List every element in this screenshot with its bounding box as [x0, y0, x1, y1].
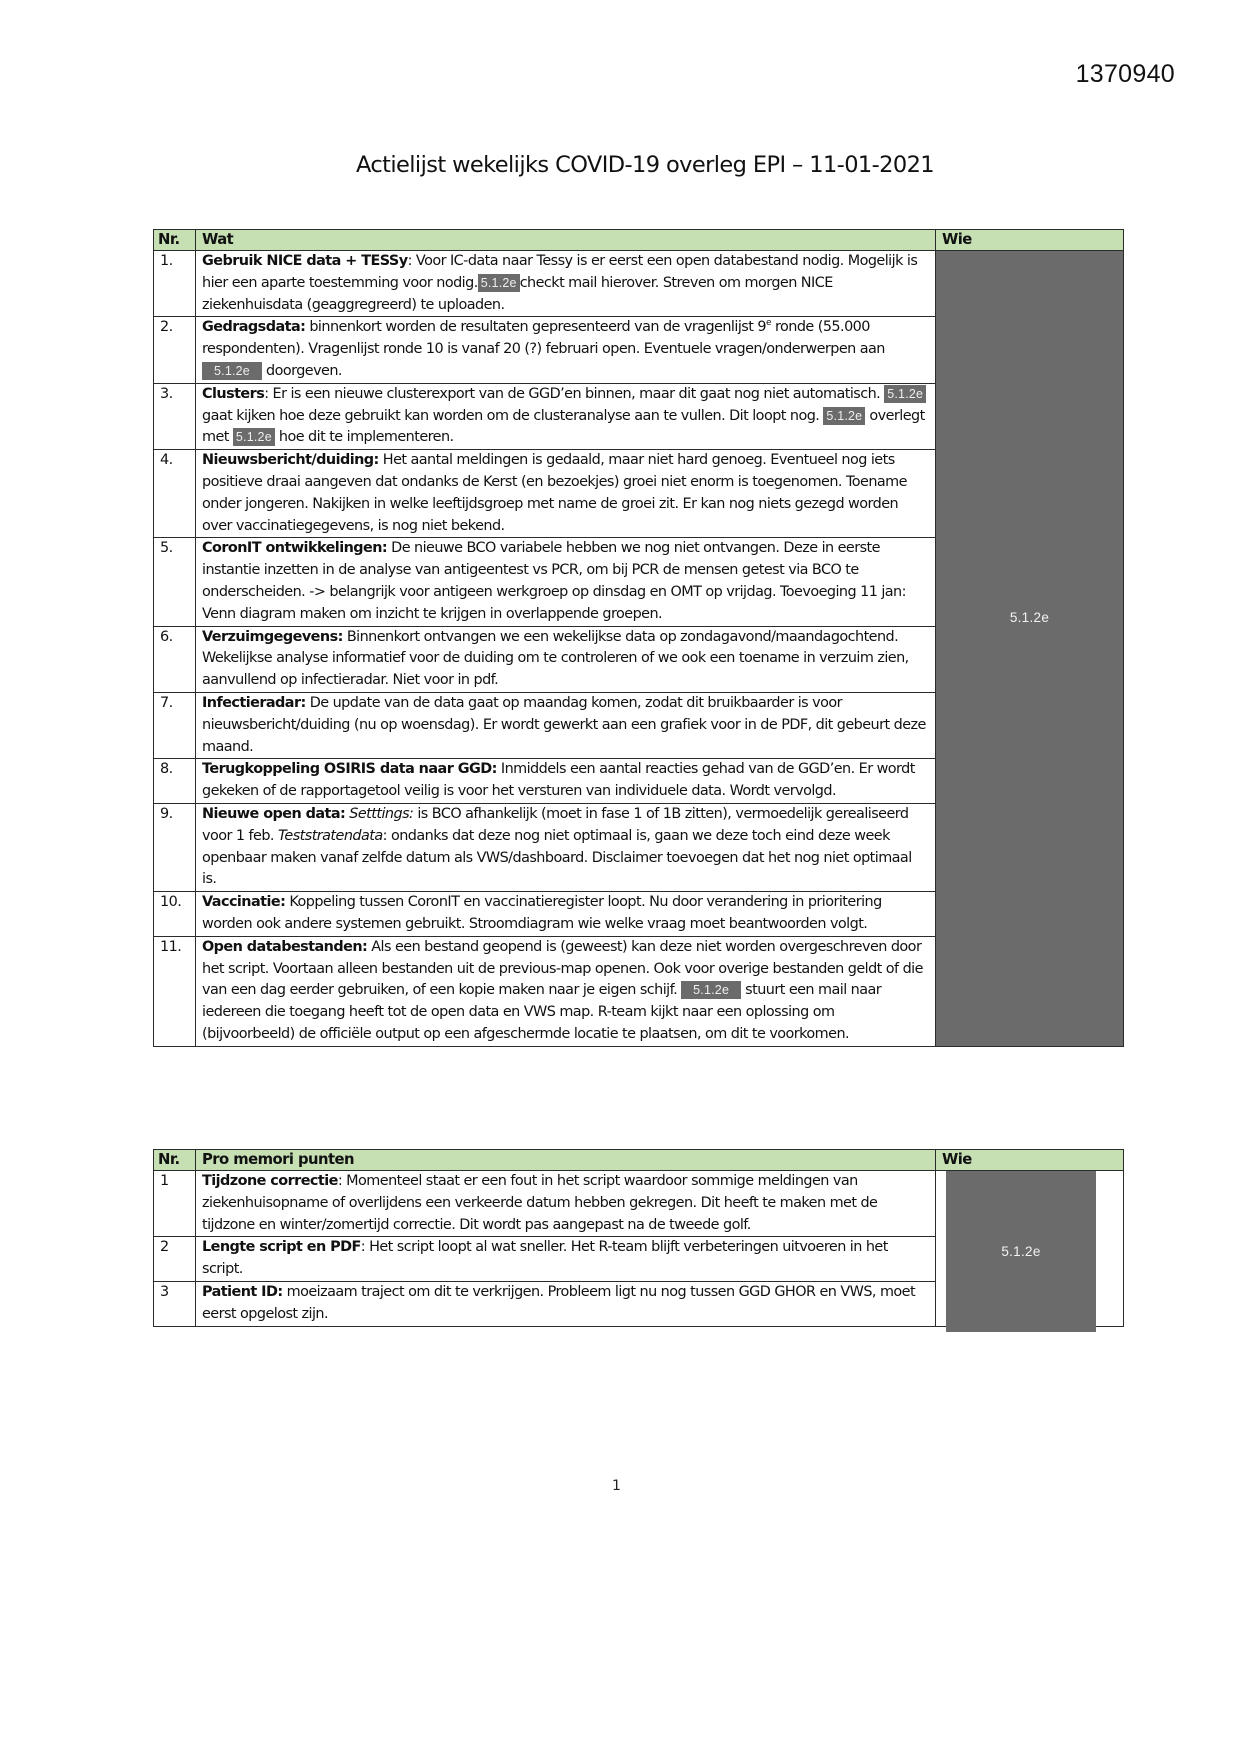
table-row [154, 251, 1124, 317]
row-description: Vaccinatie: Koppeling tussen CoronIT en vaccinatieregister loopt. Nu door verandering in prioritering worden ook andere systemen gebruikt. Stroomdiagram wie welke vraag moet beantwoorden volgt. [196, 892, 936, 937]
row-description: Gebruik NICE data + TESSy: Voor IC-data naar Tessy is er eerst een open databestand nodig. Mogelijk is hier een aparte toestemming voor nodig. 5.1.2e checkt mail hierover. Streven om morgen NICE ziekenhuisdata (geaggregreerd) te uploaden. [196, 251, 936, 317]
row-number: 10. [154, 892, 196, 937]
row-number: 3 [154, 1281, 196, 1326]
row-label: Infectieradar: [202, 694, 306, 711]
row-label: CoronIT ontwikkelingen: [202, 540, 388, 557]
actions-table-header [154, 230, 1124, 251]
row-number: 1 [154, 1171, 196, 1237]
row-description: Gedragsdata: binnenkort worden de resultaten gepresenteerd van de vragenlijst 9e ronde (55.000 respondenten). Vragenlijst ronde 10 is vanaf 20 (?) februari open. Eventuele vragen/onderwerpen aan 5.1.2e doorgeven. [196, 317, 936, 383]
row-label: Vaccinatie: [202, 894, 286, 911]
document-id: 1370940 [1075, 60, 1175, 88]
row-label: Open databestanden: [202, 938, 368, 955]
row-label: Nieuwe open data: [202, 805, 346, 822]
row-number: 5. [154, 538, 196, 626]
redaction-block: 5.1.2e [233, 428, 275, 446]
row-label: Terugkoppeling OSIRIS data naar GGD: [202, 761, 497, 778]
redaction-label: 5.1.2e [1001, 1244, 1041, 1259]
redaction-block: 5.1.2e [681, 981, 741, 999]
row-description: Open databestanden: Als een bestand geopend is (geweest) kan deze niet worden overgeschreven door het script. Voortaan alleen bestanden uit de previous-map openen. Ook voor overige bestanden geldt of die van een dag eerder gebruiken, of een kopie maken naar je eigen schijf. 5.1.2e stuurt een mail naar iedereen die toegang heeft tot de open data en VWS map. R-team kijkt naar een oplossing om (bijvoorbeeld) de officiële output op een afgeschermde locatie te plaatsen, om dit te voorkomen. [196, 936, 936, 1046]
row-number: 6. [154, 626, 196, 692]
row-number: 11. [154, 936, 196, 1046]
row-number: 4. [154, 450, 196, 538]
row-description: Nieuwsbericht/duiding: Het aantal meldingen is gedaald, maar niet hard genoeg. Eventueel nog iets positieve draai aangeven dat ondanks de Kerst (en bezoekjes) groei niet enorm is toegenomen. Toename onder jongeren. Nakijken in welke leeftijdsgroep met name de groei zit. Er kan nog niets gezegd worden over vaccinatiegegevens, is nog niet bekend. [196, 450, 936, 538]
row-description: Lengte script en PDF: Het script loopt al wat sneller. Het R-team blijft verbeteringen uitvoeren in het script. [196, 1237, 936, 1282]
header-nr: Nr. [154, 1150, 196, 1171]
wie-cell [936, 1171, 1124, 1327]
row-number: 3. [154, 383, 196, 449]
row-description: Patient ID: moeizaam traject om dit te verkrijgen. Probleem ligt nu nog tussen GGD GHOR en VWS, moet eerst opgelost zijn. [196, 1281, 936, 1326]
header-nr: Nr. [154, 230, 196, 251]
actions-table [153, 229, 1124, 1047]
row-number: 8. [154, 759, 196, 804]
row-description: Tijdzone correctie: Momenteel staat er een fout in het script waardoor sommige meldingen van ziekenhuisopname of overlijdens een verkeerde datum hebben gekregen. Dit heeft te maken met de tijdzone en winter/zomertijd correctie. Dit wordt pas aangepast na de tweede golf. [196, 1171, 936, 1237]
pro-memori-table [153, 1149, 1124, 1327]
row-number: 2 [154, 1237, 196, 1282]
row-label: Gedragsdata: [202, 319, 306, 336]
page-title: Actielijst wekelijks COVID-19 overleg EPI – 11-01-2021 [355, 152, 935, 178]
header-pro-memori: Pro memori punten [196, 1150, 936, 1171]
row-description: Verzuimgegevens: Binnenkort ontvangen we een wekelijkse data op zondagavond/maandagochtend. Wekelijkse analyse informatief voor de duiding om te controleren of we ook een toename in verzuim zien, aanvullend op infectieradar. Niet voor in pdf. [196, 626, 936, 692]
redaction-block: 5.1.2e [202, 362, 262, 380]
row-label: Gebruik NICE data + TESSy [202, 253, 408, 269]
row-label: Tijdzone correctie [202, 1173, 338, 1189]
row-description: Infectieradar: De update van de data gaat op maandag komen, zodat dit bruikbaarder is voor nieuwsbericht/duiding (nu op woensdag). Er wordt gewerkt aan een grafiek voor in de PDF, dit gebeurt deze maand. [196, 692, 936, 758]
redaction-label: 5.1.2e [1009, 610, 1050, 625]
row-description: Terugkoppeling OSIRIS data naar GGD: Inmiddels een aantal reacties gehad van de GGD’en. Er wordt gekeken of de rapportagetool veilig is voor het versturen van individuele data. Wordt vervolgd. [196, 759, 936, 804]
row-number: 1. [154, 251, 196, 317]
pro-memori-table-header [154, 1150, 1124, 1171]
row-label: Verzuimgegevens: [202, 628, 343, 645]
wie-redacted-cell [936, 251, 1124, 1047]
row-label: Clusters [202, 385, 265, 402]
row-label: Patient ID: [202, 1283, 283, 1300]
row-description: Clusters: Er is een nieuwe clusterexport van de GGD’en binnen, maar dit gaat nog niet automatisch. 5.1.2e gaat kijken hoe deze gebruikt kan worden om de clusteranalyse aan te vullen. Dit loopt nog. 5.1.2e overlegt met 5.1.2e hoe dit te implementeren. [196, 383, 936, 449]
header-wie: Wie [936, 230, 1124, 251]
header-wat: Wat [196, 230, 936, 251]
table-row [154, 1171, 1124, 1237]
redaction-block: 5.1.2e [823, 407, 865, 425]
page-number: 1 [612, 1478, 621, 1494]
header-wie: Wie [936, 1150, 1124, 1171]
row-number: 7. [154, 692, 196, 758]
row-number: 9. [154, 803, 196, 891]
redaction-block: 5.1.2e [478, 274, 520, 292]
redaction-block: 5.1.2e [884, 385, 926, 403]
wie-redacted-cell [946, 1171, 1096, 1332]
row-description: CoronIT ontwikkelingen: De nieuwe BCO variabele hebben we nog niet ontvangen. Deze in eerste instantie inzetten in de analyse van antigeentest vs PCR, om bij PCR de mensen getest via BCO te onderscheiden. -> belangrijk voor antigeen werkgroep op dinsdag en OMT op vrijdag. Toevoeging 11 jan: Venn diagram maken om inzicht te krijgen in overlappende groepen. [196, 538, 936, 626]
row-label: Nieuwsbericht/duiding: [202, 452, 379, 469]
row-number: 2. [154, 317, 196, 383]
row-label: Lengte script en PDF [202, 1239, 361, 1256]
row-description: Nieuwe open data: Setttings: is BCO afhankelijk (moet in fase 1 of 1B zitten), vermoedelijk gerealiseerd voor 1 feb. Teststratendata: ondanks dat deze nog niet optimaal is, gaan we deze toch eind deze week openbaar maken vanaf zelfde datum als VWS/dashboard. Disclaimer toevoegen dat het nog niet optimaal is. [196, 803, 936, 891]
